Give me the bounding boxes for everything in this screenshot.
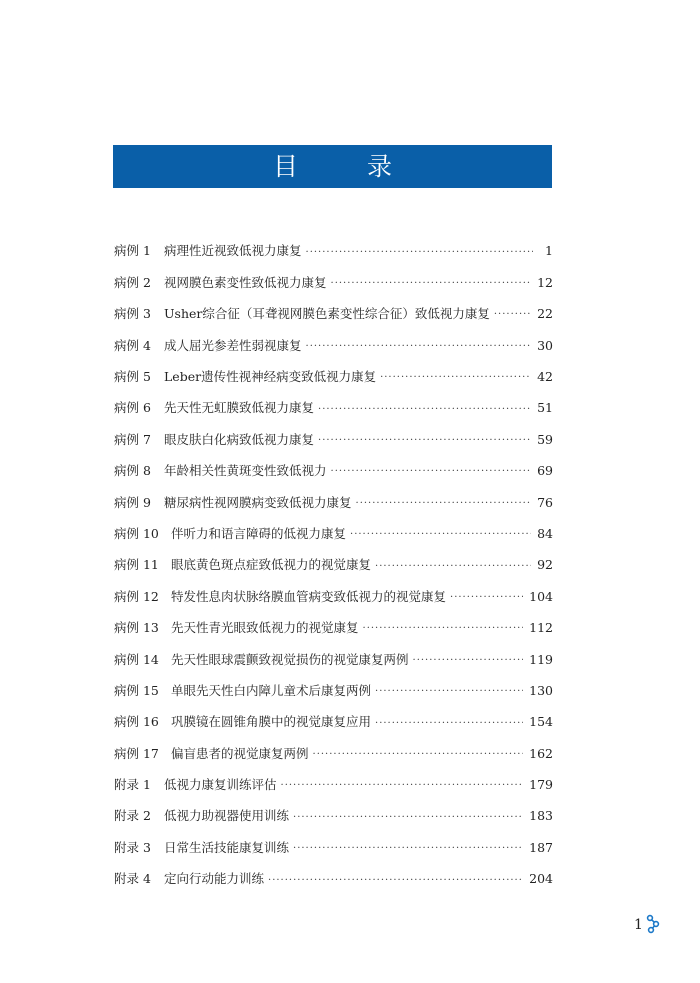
toc-entry-label: 病例 13: [114, 620, 159, 636]
toc-entry-page: 119: [529, 651, 553, 667]
toc-entry[interactable]: [114, 581, 553, 612]
toc-entry-title: 偏盲患者的视觉康复两例: [171, 745, 309, 761]
toc-entry-title: 眼皮肤白化病致低视力康复: [164, 431, 315, 447]
toc-dot-leader: [380, 371, 531, 383]
toc-entry-label: 病例 3: [114, 306, 151, 322]
toc-entry-label: 病例 2: [114, 274, 151, 290]
toc-entry-label: 病例 1: [114, 243, 151, 259]
toc-dot-leader: [363, 622, 524, 634]
toc-entry-label: 病例 10: [114, 525, 159, 541]
toc-entry-page: 154: [529, 714, 553, 730]
toc-entry-title: 单眼先天性白内障儿童术后康复两例: [171, 682, 372, 698]
toc-dot-leader: [306, 246, 533, 258]
toc-entry[interactable]: [114, 362, 553, 393]
toc-entry[interactable]: [114, 864, 553, 895]
toc-entry-page: 162: [529, 745, 553, 761]
toc-entry[interactable]: [114, 613, 553, 644]
toc-title: 目 录: [272, 152, 414, 181]
toc-dot-leader: [331, 277, 532, 289]
toc-entry-page: 22: [537, 306, 553, 322]
toc-entry-title: Leber遗传性视神经病变致低视力康复: [164, 369, 377, 384]
toc-entry-page: 183: [529, 808, 553, 824]
toc-entry-label: 病例 17: [114, 745, 159, 761]
toc-entry-title: 巩膜镜在圆锥角膜中的视觉康复应用: [171, 714, 372, 730]
toc-dot-leader: [318, 434, 531, 446]
toc-entry-page: 130: [529, 682, 553, 698]
toc-entry[interactable]: [114, 707, 553, 738]
toc-dot-leader: [375, 685, 523, 697]
toc-entry-label: 病例 11: [114, 557, 159, 573]
toc-entry-title: 低视力康复训练评估: [164, 777, 277, 793]
toc-dot-leader: [281, 779, 524, 791]
page-number: 1: [634, 917, 643, 933]
toc-entry-label: 病例 4: [114, 337, 151, 353]
toc-entry-page: 92: [537, 557, 553, 573]
toc-entry-page: 12: [537, 274, 553, 290]
toc-entry-title: 眼底黄色斑点症致低视力的视觉康复: [171, 557, 372, 573]
toc-entry[interactable]: [114, 330, 553, 361]
toc-dot-leader: [293, 811, 523, 823]
toc-entry[interactable]: [114, 456, 553, 487]
toc-entry[interactable]: [114, 424, 553, 455]
toc-dot-leader: [356, 497, 532, 509]
toc-dot-leader: [413, 654, 524, 666]
toc-entry-title: 先天性青光眼致低视力的视觉康复: [171, 620, 359, 636]
toc-entry-title: 视网膜色素变性致低视力康复: [164, 274, 327, 290]
toc-entry-label: 病例 12: [114, 588, 159, 604]
toc-entry[interactable]: [114, 675, 553, 706]
toc-entry[interactable]: [114, 519, 553, 550]
toc-list: [114, 236, 553, 895]
toc-entry-page: 69: [537, 463, 553, 479]
toc-entry-page: 1: [545, 243, 553, 259]
toc-entry-page: 84: [537, 525, 553, 541]
toc-entry-label: 病例 6: [114, 400, 151, 416]
toc-entry-title: 先天性眼球震颤致视觉损伤的视觉康复两例: [171, 651, 409, 667]
toc-entry[interactable]: [114, 801, 553, 832]
toc-entry-page: 179: [529, 777, 553, 793]
toc-entry[interactable]: [114, 644, 553, 675]
toc-entry-label: 病例 14: [114, 651, 159, 667]
toc-entry-title: 定向行动能力训练: [164, 871, 265, 887]
toc-entry-title: 成人屈光参差性弱视康复: [164, 337, 302, 353]
toc-entry-label: 病例 7: [114, 431, 151, 447]
toc-entry-label: 附录 4: [114, 871, 151, 887]
toc-entry-page: 104: [529, 588, 553, 604]
toc-entry-title: 病理性近视致低视力康复: [164, 243, 302, 259]
toc-entry-page: 76: [537, 494, 553, 510]
toc-entry[interactable]: [114, 770, 553, 801]
toc-entry-title: 年龄相关性黄斑变性致低视力: [164, 463, 327, 479]
toc-entry-page: 42: [537, 369, 553, 384]
toc-entry-page: 112: [529, 620, 553, 636]
toc-entry[interactable]: [114, 738, 553, 769]
toc-dot-leader: [450, 591, 523, 603]
toc-entry-page: 187: [529, 839, 553, 855]
toc-entry-label: 附录 1: [114, 777, 151, 793]
toc-entry-title: Usher综合征（耳聋视网膜色素变性综合征）致低视力康复: [164, 306, 490, 322]
toc-entry-label: 病例 5: [114, 369, 151, 384]
toc-entry-page: 30: [537, 337, 553, 353]
toc-dot-leader: [318, 403, 531, 415]
toc-entry-label: 病例 9: [114, 494, 151, 510]
toc-title-bar: [113, 145, 552, 188]
toc-entry-label: 病例 8: [114, 463, 151, 479]
toc-dot-leader: [494, 308, 531, 320]
toc-entry-title: 低视力助视器使用训练: [164, 808, 290, 824]
toc-dot-leader: [375, 717, 523, 729]
toc-entry-page: 59: [537, 431, 553, 447]
toc-entry[interactable]: [114, 832, 553, 863]
toc-entry-label: 病例 15: [114, 682, 159, 698]
toc-entry[interactable]: [114, 393, 553, 424]
toc-dot-leader: [306, 340, 532, 352]
chain-link-icon: [645, 914, 661, 934]
toc-entry[interactable]: [114, 487, 553, 518]
toc-entry-title: 伴听力和语言障碍的低视力康复: [171, 525, 347, 541]
toc-entry-label: 附录 2: [114, 808, 151, 824]
toc-dot-leader: [375, 560, 531, 572]
toc-entry[interactable]: [114, 299, 553, 330]
toc-entry-title: 先天性无虹膜致低视力康复: [164, 400, 315, 416]
toc-dot-leader: [313, 748, 524, 760]
toc-entry-label: 病例 16: [114, 714, 159, 730]
toc-dot-leader: [350, 528, 531, 540]
toc-dot-leader: [268, 874, 523, 886]
toc-entry-page: 204: [529, 871, 553, 887]
toc-dot-leader: [331, 465, 532, 477]
toc-dot-leader: [293, 842, 523, 854]
toc-entry[interactable]: [114, 550, 553, 581]
toc-entry-title: 日常生活技能康复训练: [164, 839, 290, 855]
toc-entry-title: 特发性息肉状脉络膜血管病变致低视力的视觉康复: [171, 588, 447, 604]
toc-entry-page: 51: [537, 400, 553, 416]
toc-entry-title: 糖尿病性视网膜病变致低视力康复: [164, 494, 352, 510]
toc-entry[interactable]: [114, 236, 553, 267]
toc-entry[interactable]: [114, 267, 553, 298]
toc-entry-label: 附录 3: [114, 839, 151, 855]
